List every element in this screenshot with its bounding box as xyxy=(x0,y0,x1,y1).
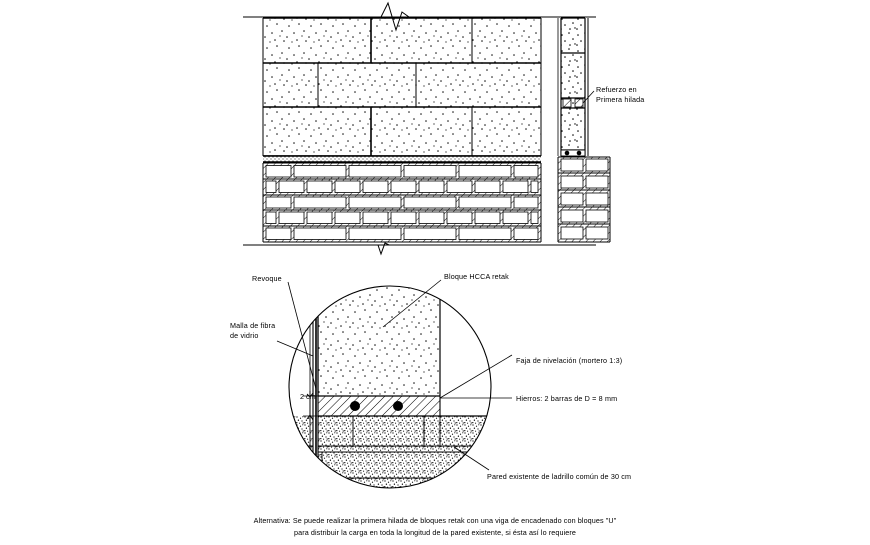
callout-malla-line2: de vidrio xyxy=(230,331,259,340)
leader-faja-nivelacion xyxy=(440,355,512,398)
callout-bloque-hcca-retak: Bloque HCCA retak xyxy=(444,272,509,281)
callout-refuerzo-primera-hilada xyxy=(596,85,644,105)
callout-hierros-barras: Hierros: 2 barras de D = 8 mm xyxy=(516,394,618,403)
callout-faja-nivelacion: Faja de nivelación (mortero 1:3) xyxy=(516,356,623,365)
circular-enlarged-detail xyxy=(277,280,512,496)
caption-line-2: para distribuir la carga en toda la longitud de la pared existente, si ésta así lo requiere xyxy=(294,528,576,537)
dimension-label-2cm: 2 cm xyxy=(300,392,316,401)
existing-brick-pier-section xyxy=(558,157,610,242)
callout-malla-line1: Malla de fibra xyxy=(230,321,276,330)
mortar-leveling-band xyxy=(318,396,440,416)
leader-revoque xyxy=(288,282,316,389)
rebar-1 xyxy=(350,401,360,411)
elevation-detail xyxy=(243,3,610,254)
reinforcement-first-course xyxy=(561,150,585,156)
aac-block-wall xyxy=(263,18,541,156)
return-wall-section xyxy=(558,18,610,242)
existing-brick-wall xyxy=(263,163,541,242)
aac-block-fill xyxy=(318,286,440,396)
leveling-mortar-band xyxy=(263,156,541,162)
callout-revoque: Revoque xyxy=(252,274,282,283)
rebar-2 xyxy=(393,401,403,411)
callout-refuerzo-line1: Refuerzo en xyxy=(596,85,637,94)
callout-refuerzo-line2: Primera hilada xyxy=(596,95,645,104)
caption-line-1: Alternativa: Se puede realizar la primera hilada de bloques retak con una viga de encadenado con bloques "U" xyxy=(253,516,617,525)
callout-pared-existente: Pared existente de ladrillo común de 30 cm xyxy=(487,472,632,481)
existing-brick-fill xyxy=(289,416,491,496)
callout-malla-fibra-vidrio xyxy=(230,321,275,341)
